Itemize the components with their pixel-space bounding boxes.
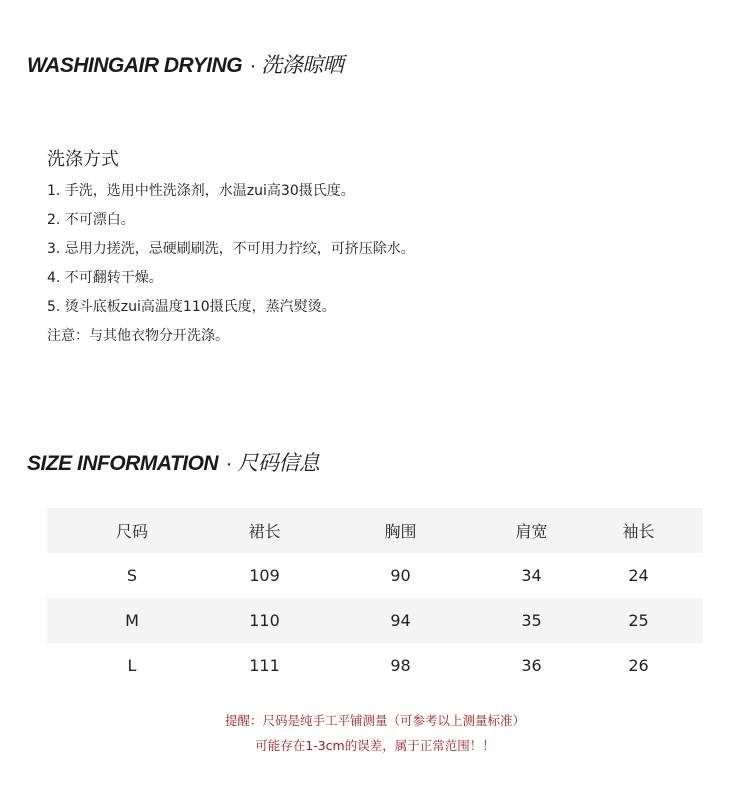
- table-cell: 111: [217, 643, 312, 687]
- measurement-notice-line-1: 提醒：尺码是纯手工平铺测量（可参考以上测量标准）: [224, 713, 525, 728]
- table-cell: 24: [574, 553, 703, 598]
- care-heading: 洗涤方式: [47, 149, 119, 170]
- header-dress-length: 裙长: [217, 508, 312, 553]
- care-item: 5. 烫斗底板zui高温度110摄氏度，蒸汽熨烫。: [47, 299, 336, 315]
- table-cell: M: [47, 598, 217, 643]
- table-cell: 94: [312, 598, 489, 643]
- measurement-notice-line-2: 可能存在1-3cm的误差，属于正常范围！！: [255, 738, 495, 753]
- size-table-header-row: [47, 508, 703, 553]
- size-table: [47, 508, 703, 687]
- table-cell: 90: [312, 553, 489, 598]
- size-title-cn: · 尺码信息: [225, 452, 320, 475]
- table-cell: 35: [489, 598, 574, 643]
- header-shoulder: 肩宽: [489, 508, 574, 553]
- table-cell: 98: [312, 643, 489, 687]
- table-cell: 109: [217, 553, 312, 598]
- care-item: 1. 手洗，选用中性洗涤剂，水温zui高30摄氏度。: [47, 183, 355, 199]
- table-row: [47, 553, 703, 598]
- table-cell: 34: [489, 553, 574, 598]
- table-cell: 26: [574, 643, 703, 687]
- care-item: 4. 不可翻转干燥。: [47, 270, 163, 286]
- header-bust: 胸围: [312, 508, 489, 553]
- table-cell: 110: [217, 598, 312, 643]
- size-title-en: SIZE INFORMATION: [27, 452, 219, 475]
- size-section-title: [27, 447, 319, 477]
- table-cell: 25: [574, 598, 703, 643]
- washing-section-title: [27, 49, 343, 79]
- header-sleeve: 袖长: [574, 508, 703, 553]
- table-row: [47, 598, 703, 643]
- table-cell: S: [47, 553, 217, 598]
- table-cell: L: [47, 643, 217, 687]
- washing-title-cn: · 洗涤晾晒: [249, 54, 344, 77]
- care-instructions: [47, 145, 415, 351]
- care-item: 3. 忌用力搓洗，忌硬刷刷洗，不可用力拧绞，可挤压除水。: [47, 241, 415, 257]
- care-note: 注意：与其他衣物分开洗涤。: [47, 328, 229, 344]
- care-item: 2. 不可漂白。: [47, 212, 135, 228]
- table-row: [47, 643, 703, 687]
- header-size: 尺码: [47, 508, 217, 553]
- washing-title-en: WASHINGAIR DRYING: [27, 54, 243, 77]
- care-list: [47, 177, 415, 322]
- table-cell: 36: [489, 643, 574, 687]
